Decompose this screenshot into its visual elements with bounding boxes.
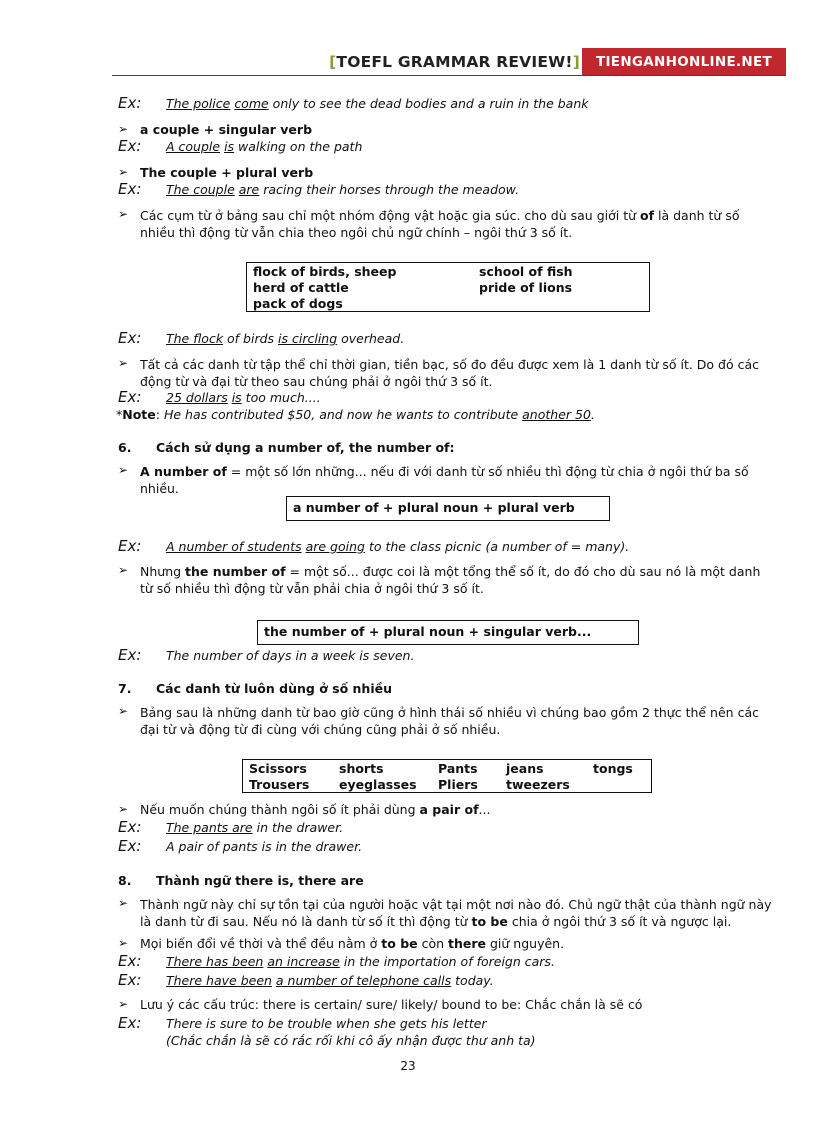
text-part: Nếu muốn chúng thành ngôi số ít phải dùng [140,802,420,817]
page-number: 23 [400,1059,416,1073]
bracket-close: ] [572,53,580,71]
note-colon: : [155,407,164,422]
ex-rest: racing their horses through the meadow. [259,182,520,197]
header-title [329,53,580,71]
ex-subject: A number of students [166,539,302,554]
ex-subject: The police [166,96,231,111]
section-title: Các danh từ luôn dùng ở số nhiều [156,681,392,696]
note-star: * [116,407,123,422]
arrow-icon: ➢ [118,165,129,179]
arrow-icon: ➢ [118,122,129,136]
ex-text: The number of days in a week is seven. [166,648,415,663]
ex-object: an increase [267,954,340,969]
ex-subject: The couple [166,182,235,197]
table-cell: school of fish [479,264,573,279]
arrow-icon: ➢ [118,463,129,477]
arrow-icon: ➢ [118,802,129,816]
bullet-text [140,563,776,597]
ex-label: Ex: [118,818,142,836]
ex-text [166,973,494,988]
arrow-icon: ➢ [118,704,129,718]
text-part: giữ nguyên. [486,936,565,951]
header-divider [112,75,786,76]
bullet-text [140,896,776,930]
note-end: . [590,407,595,422]
ex-label: Ex: [118,837,142,855]
formula-box-a-number-of: a number of + plural noun + plural verb [286,496,610,521]
bullet-text [140,802,490,817]
ex-subject: The flock [166,331,224,346]
text-bold: to be [381,936,418,951]
text-bold: to be [471,914,508,929]
formula-box-the-number-of: the number of + plural noun + singular verb... [257,620,639,645]
bullet-text: Tất cả các danh từ tập thể chỉ thời gian, tiền bạc, số đo đều được xem là 1 danh từ số ít. Do đó các động từ và đại từ theo sau chúng phải ở ngôi thứ 3 số ít. [140,357,760,389]
table-cell: pack of dogs [253,296,343,311]
ex-subject: A couple [166,139,221,154]
table-cell: Trousers [249,777,310,792]
ex-text: A pair of pants is in the drawer. [166,839,363,854]
table-cell: tweezers [506,777,570,792]
text-bold: there [448,936,487,951]
ex-text: There is sure to be trouble when she gets his letter [166,1016,487,1031]
ex-label: Ex: [118,94,142,112]
ex-text [166,96,589,111]
plural-nouns-table [242,759,652,793]
ex-rest: too much.... [241,390,321,405]
note-body: He has contributed $50, and now he wants to contribute [163,407,523,422]
ex-text [166,331,404,346]
arrow-icon: ➢ [118,896,129,910]
ex-label: Ex: [118,388,142,406]
bullet-text [140,207,776,241]
ex-verb: is [231,390,242,405]
text-part: Thành ngữ này chỉ sự tồn tại của người hoặc vật tại một nơi nào đó. Chủ ngữ thật của thành ngữ này là danh từ đi sau. Nếu nó là danh từ số ít thì động từ [140,897,772,929]
text-bold: the number of [185,564,286,579]
ex-subject: There have been [166,973,272,988]
text-bold: of [640,208,655,223]
arrow-icon: ➢ [118,936,129,950]
text-bold: A number of [140,464,227,479]
text-part: = một số... được coi là một tổng thể số ít, do đó cho dù sau nó là một danh từ số nhiều thì động từ vẫn phải chia ở ngôi thứ 3 số ít. [140,564,761,596]
text-part: ... [478,802,491,817]
table-cell: Pliers [438,777,478,792]
ex-label: Ex: [118,137,142,155]
table-cell: flock of birds, sheep [253,264,397,279]
ex-text [166,539,629,554]
ex-object: a number of telephone calls [275,973,452,988]
ex-subject: There has been [166,954,264,969]
note-label: Note [122,407,156,422]
ex-label: Ex: [118,646,142,664]
ex-rest: to the class picnic (a number of = many). [364,539,630,554]
arrow-icon: ➢ [118,207,129,221]
section-title: Thành ngữ there is, there are [156,873,364,888]
ex-label: Ex: [118,180,142,198]
table-cell: tongs [593,761,633,776]
text-part: Nhưng [140,564,186,579]
text-part: Mọi biến đổi về thời và thể đều nằm ở [140,936,382,951]
collective-nouns-table [246,262,650,312]
table-cell: shorts [339,761,384,776]
table-cell: herd of cattle [253,280,349,295]
section-number: 6. [118,440,132,455]
ex-rest: in the importation of foreign cars. [339,954,555,969]
bullet-text: The couple + plural verb [140,165,314,180]
ex-text [166,820,343,835]
ex-verb: are [238,182,260,197]
ex-rest: overhead. [337,331,405,346]
text-part: chia ở ngôi thứ 3 số ít và ngược lại. [507,914,732,929]
ex-verb: is [224,139,235,154]
bullet-text: a couple + singular verb [140,122,313,137]
page-header [0,48,816,76]
arrow-icon: ➢ [118,356,129,370]
table-cell: pride of lions [479,280,573,295]
bullet-text [140,936,564,951]
site-badge: TIENGANHONLINE.NET [582,48,786,76]
bullet-text: Lưu ý các cấu trúc: there is certain/ sure/ likely/ bound to be: Chắc chắn là sẽ có [140,997,643,1012]
text-bold: a pair of [419,802,479,817]
bullet-text: Bảng sau là những danh từ bao giờ cũng ở hình thái số nhiều vì chúng bao gồm 2 thực thể nên các đại từ và động từ đi cùng với chúng cũng phải ở số nhiều. [140,705,759,737]
ex-text [166,954,555,969]
text-part: là danh từ số nhiều thì động từ vẫn chia theo ngôi chủ ngữ chính – ngôi thứ 3 số ít. [140,208,740,240]
ex-label: Ex: [118,537,142,555]
ex-verb: come [234,96,269,111]
ex-space: of birds [223,331,279,346]
table-cell: Pants [438,761,478,776]
ex-verb: are going [305,539,365,554]
section-number: 8. [118,873,132,888]
bracket-open: [ [329,53,337,71]
text-part: Các cụm từ ở bảng sau chỉ một nhóm động vật hoặc gia súc. cho dù sau giới từ [140,208,640,223]
ex-label: Ex: [118,952,142,970]
ex-rest: today. [451,973,494,988]
ex-subject: The pants are [166,820,253,835]
ex-verb: is circling [278,331,338,346]
ex-text [166,390,321,405]
arrow-icon: ➢ [118,997,129,1011]
note-underlined: another 50 [522,407,591,422]
note-text [116,407,595,422]
ex-label: Ex: [118,971,142,989]
ex-text [166,139,362,154]
bullet-text [140,463,776,497]
ex-translation: (Chắc chắn là sẽ có rắc rối khi cô ấy nhận được thư anh ta) [166,1033,536,1048]
table-cell: eyeglasses [339,777,417,792]
ex-rest: only to see the dead bodies and a ruin in the bank [268,96,589,111]
ex-label: Ex: [118,1014,142,1032]
ex-subject: 25 dollars [166,390,228,405]
section-number: 7. [118,681,132,696]
text-part: = một số lớn những... nếu đi với danh từ số nhiều thì động từ chia ở ngôi thứ ba số nhiều. [140,464,749,496]
arrow-icon: ➢ [118,563,129,577]
table-cell: Scissors [249,761,307,776]
header-title-text: TOEFL GRAMMAR REVIEW! [336,53,573,71]
text-part: còn [417,936,449,951]
table-cell: jeans [506,761,544,776]
ex-text [166,182,519,197]
ex-label: Ex: [118,329,142,347]
ex-rest: in the drawer. [252,820,344,835]
ex-rest: walking on the path [234,139,363,154]
section-title: Cách sử dụng a number of, the number of: [156,440,455,455]
